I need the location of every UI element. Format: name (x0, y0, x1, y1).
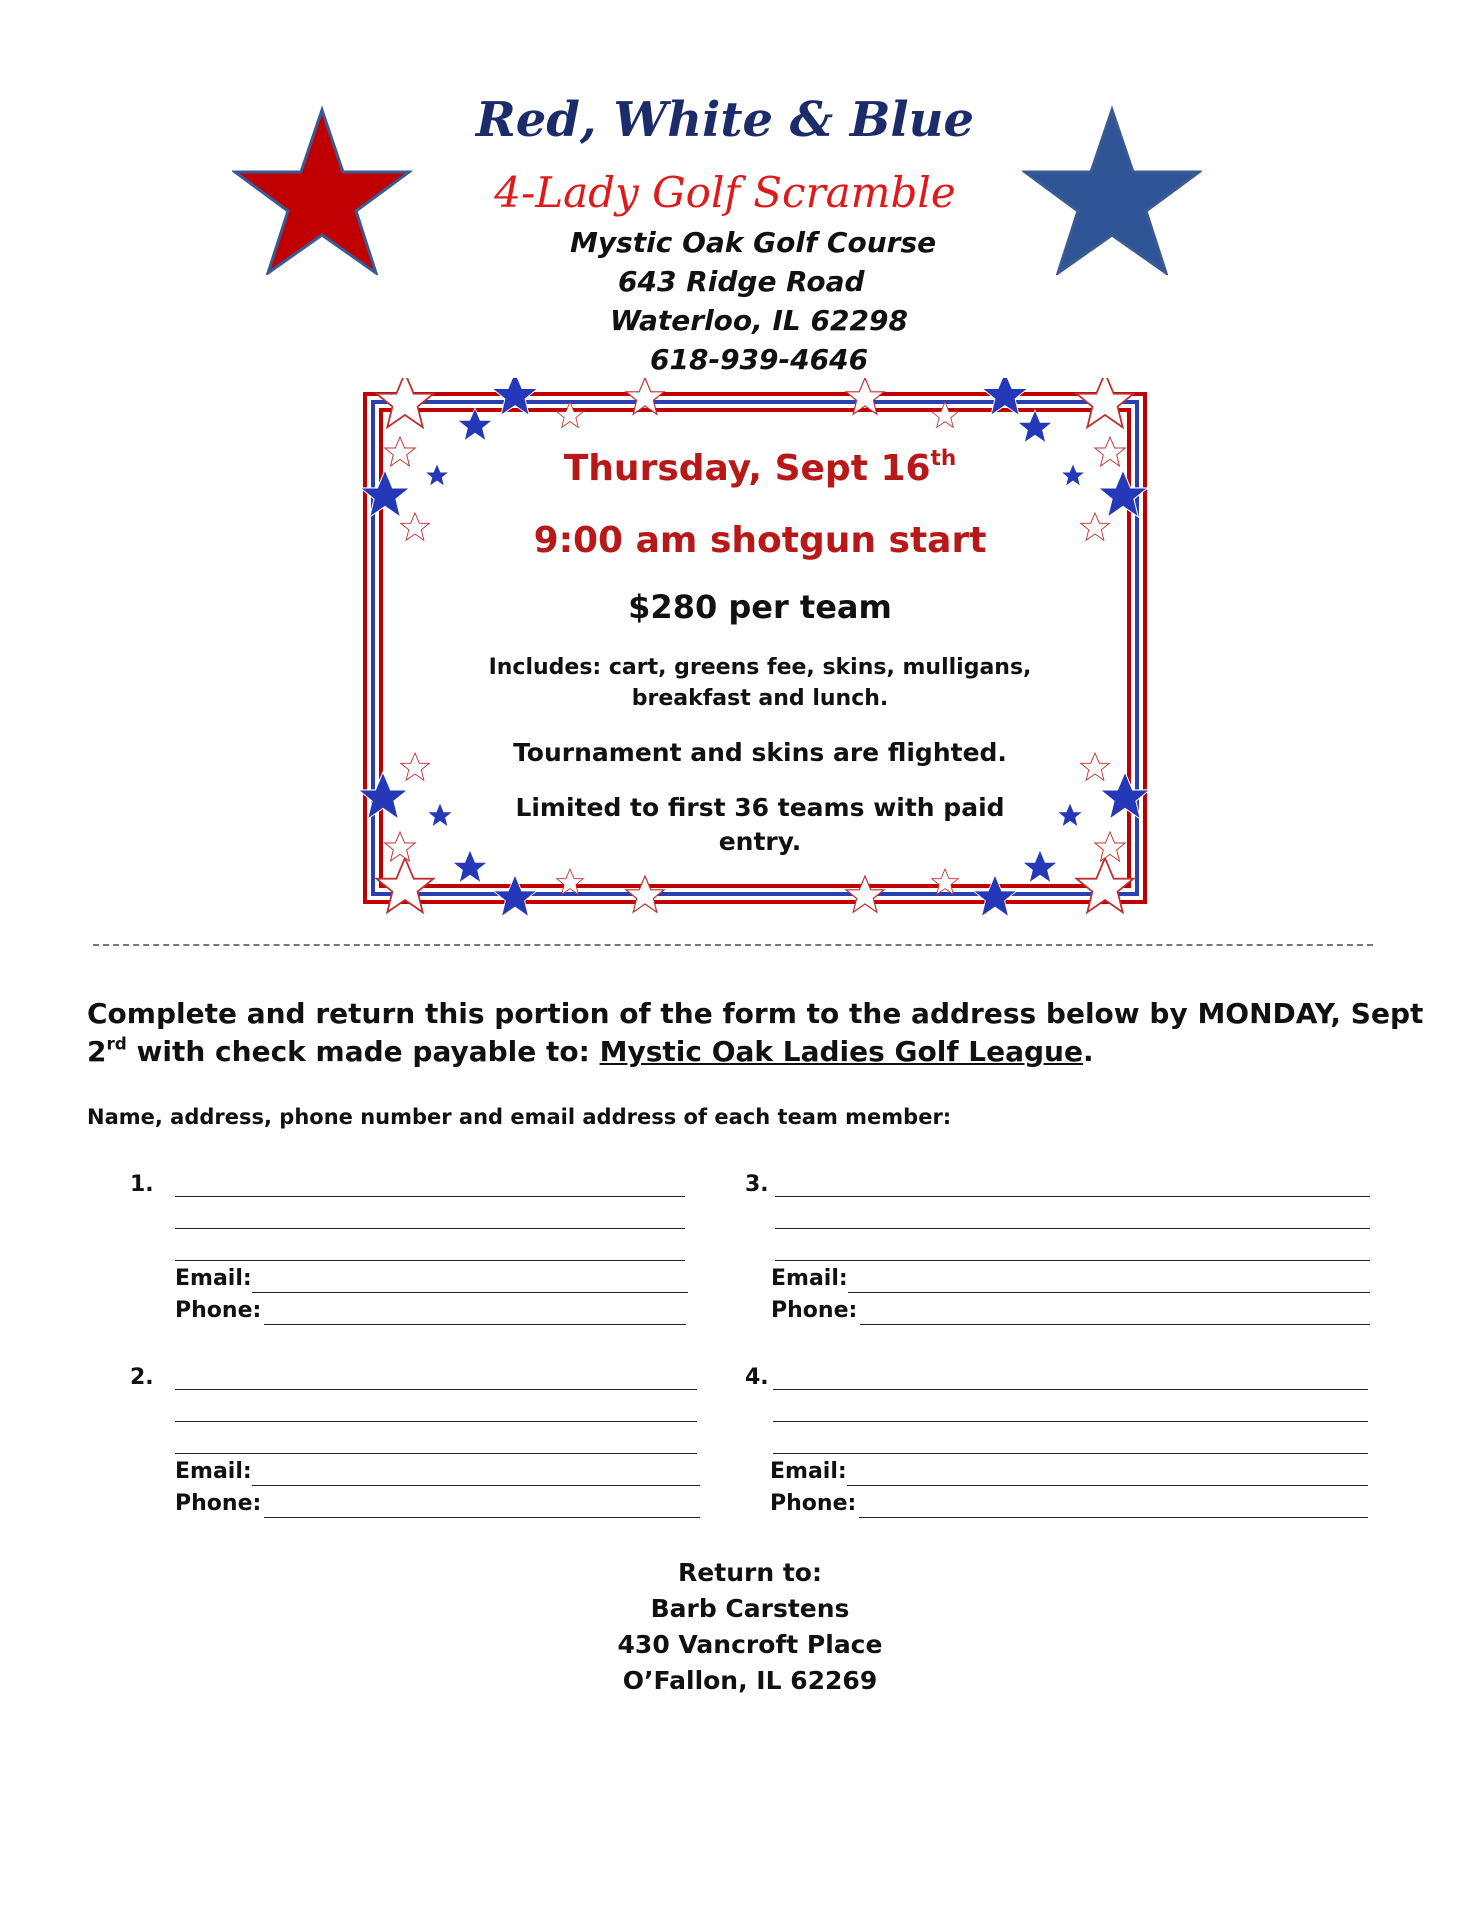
event-includes-2: breakfast and lunch. (631, 686, 889, 711)
team-member-3 (745, 1172, 1375, 1322)
address-line[interactable] (773, 1421, 1368, 1422)
event-includes-1: Includes: cart, greens fee, skins, mulligans, (488, 655, 1032, 680)
address-line[interactable] (175, 1260, 685, 1261)
event-price: $280 per team (628, 588, 892, 626)
return-label: Return to: (678, 1558, 822, 1587)
instr-sup: rd (106, 1033, 127, 1054)
return-city: O’Fallon, IL 62269 (622, 1666, 878, 1695)
email-line[interactable] (252, 1485, 700, 1486)
address-line[interactable] (175, 1453, 697, 1454)
phone-line[interactable] (859, 1517, 1368, 1518)
team-number: 2. (130, 1365, 154, 1390)
team-number: 1. (130, 1172, 154, 1197)
return-street: 430 Vancroft Place (617, 1630, 883, 1659)
instr-end: . (1082, 1035, 1094, 1068)
email-label: Email: (175, 1459, 252, 1484)
name-line[interactable] (773, 1389, 1368, 1390)
venue-name: Mystic Oak Golf Course (570, 226, 937, 259)
instr-part-b: with check made payable to: (126, 1035, 600, 1068)
address-line[interactable] (775, 1228, 1370, 1229)
event-date-main: Thursday, Sept 16 (563, 448, 931, 489)
return-name: Barb Carstens (650, 1594, 850, 1623)
address-line[interactable] (175, 1421, 697, 1422)
email-line[interactable] (847, 1485, 1368, 1486)
venue-street: 643 Ridge Road (618, 265, 865, 298)
email-line[interactable] (848, 1292, 1370, 1293)
name-line[interactable] (775, 1196, 1370, 1197)
email-label: Email: (770, 1459, 847, 1484)
payee-name: Mystic Oak Ladies Golf League (599, 1035, 1083, 1068)
event-flighted: Tournament and skins are flighted. (513, 738, 1007, 767)
event-date-suffix: th (930, 445, 957, 471)
event-title: Red, White & Blue (475, 92, 975, 148)
form-instructions (87, 995, 1427, 1071)
phone-label: Phone: (770, 1491, 857, 1516)
address-line[interactable] (775, 1260, 1370, 1261)
email-label: Email: (175, 1266, 252, 1291)
email-line[interactable] (252, 1292, 688, 1293)
team-member-2 (130, 1365, 700, 1515)
name-line[interactable] (175, 1196, 685, 1197)
address-line[interactable] (773, 1453, 1368, 1454)
phone-line[interactable] (860, 1324, 1370, 1325)
team-number: 3. (745, 1172, 769, 1197)
cut-line-divider (93, 944, 1373, 946)
team-member-1 (130, 1172, 690, 1322)
address-line[interactable] (175, 1228, 685, 1229)
event-start-time: 9:00 am shotgun start (533, 520, 987, 561)
instr-part-a: Complete and return this portion of the form to the address below by MONDAY, Sept 2 (87, 997, 1424, 1068)
email-label: Email: (771, 1266, 848, 1291)
venue-phone: 618-939-4646 (650, 343, 869, 376)
team-number: 4. (745, 1365, 769, 1390)
venue-city: Waterloo, IL 62298 (610, 304, 908, 337)
phone-line[interactable] (264, 1517, 700, 1518)
team-member-4 (745, 1365, 1375, 1515)
event-limit-2: entry. (718, 827, 802, 856)
event-subtitle: 4-Lady Golf Scramble (494, 168, 956, 217)
names-label: Name, address, phone number and email address of each team member: (87, 1105, 952, 1129)
name-line[interactable] (175, 1389, 697, 1390)
phone-label: Phone: (175, 1298, 262, 1323)
event-limit-1: Limited to first 36 teams with paid (515, 793, 1005, 822)
phone-line[interactable] (264, 1324, 686, 1325)
event-date (440, 445, 1080, 489)
phone-label: Phone: (771, 1298, 858, 1323)
phone-label: Phone: (175, 1491, 262, 1516)
return-address (600, 1555, 900, 1699)
